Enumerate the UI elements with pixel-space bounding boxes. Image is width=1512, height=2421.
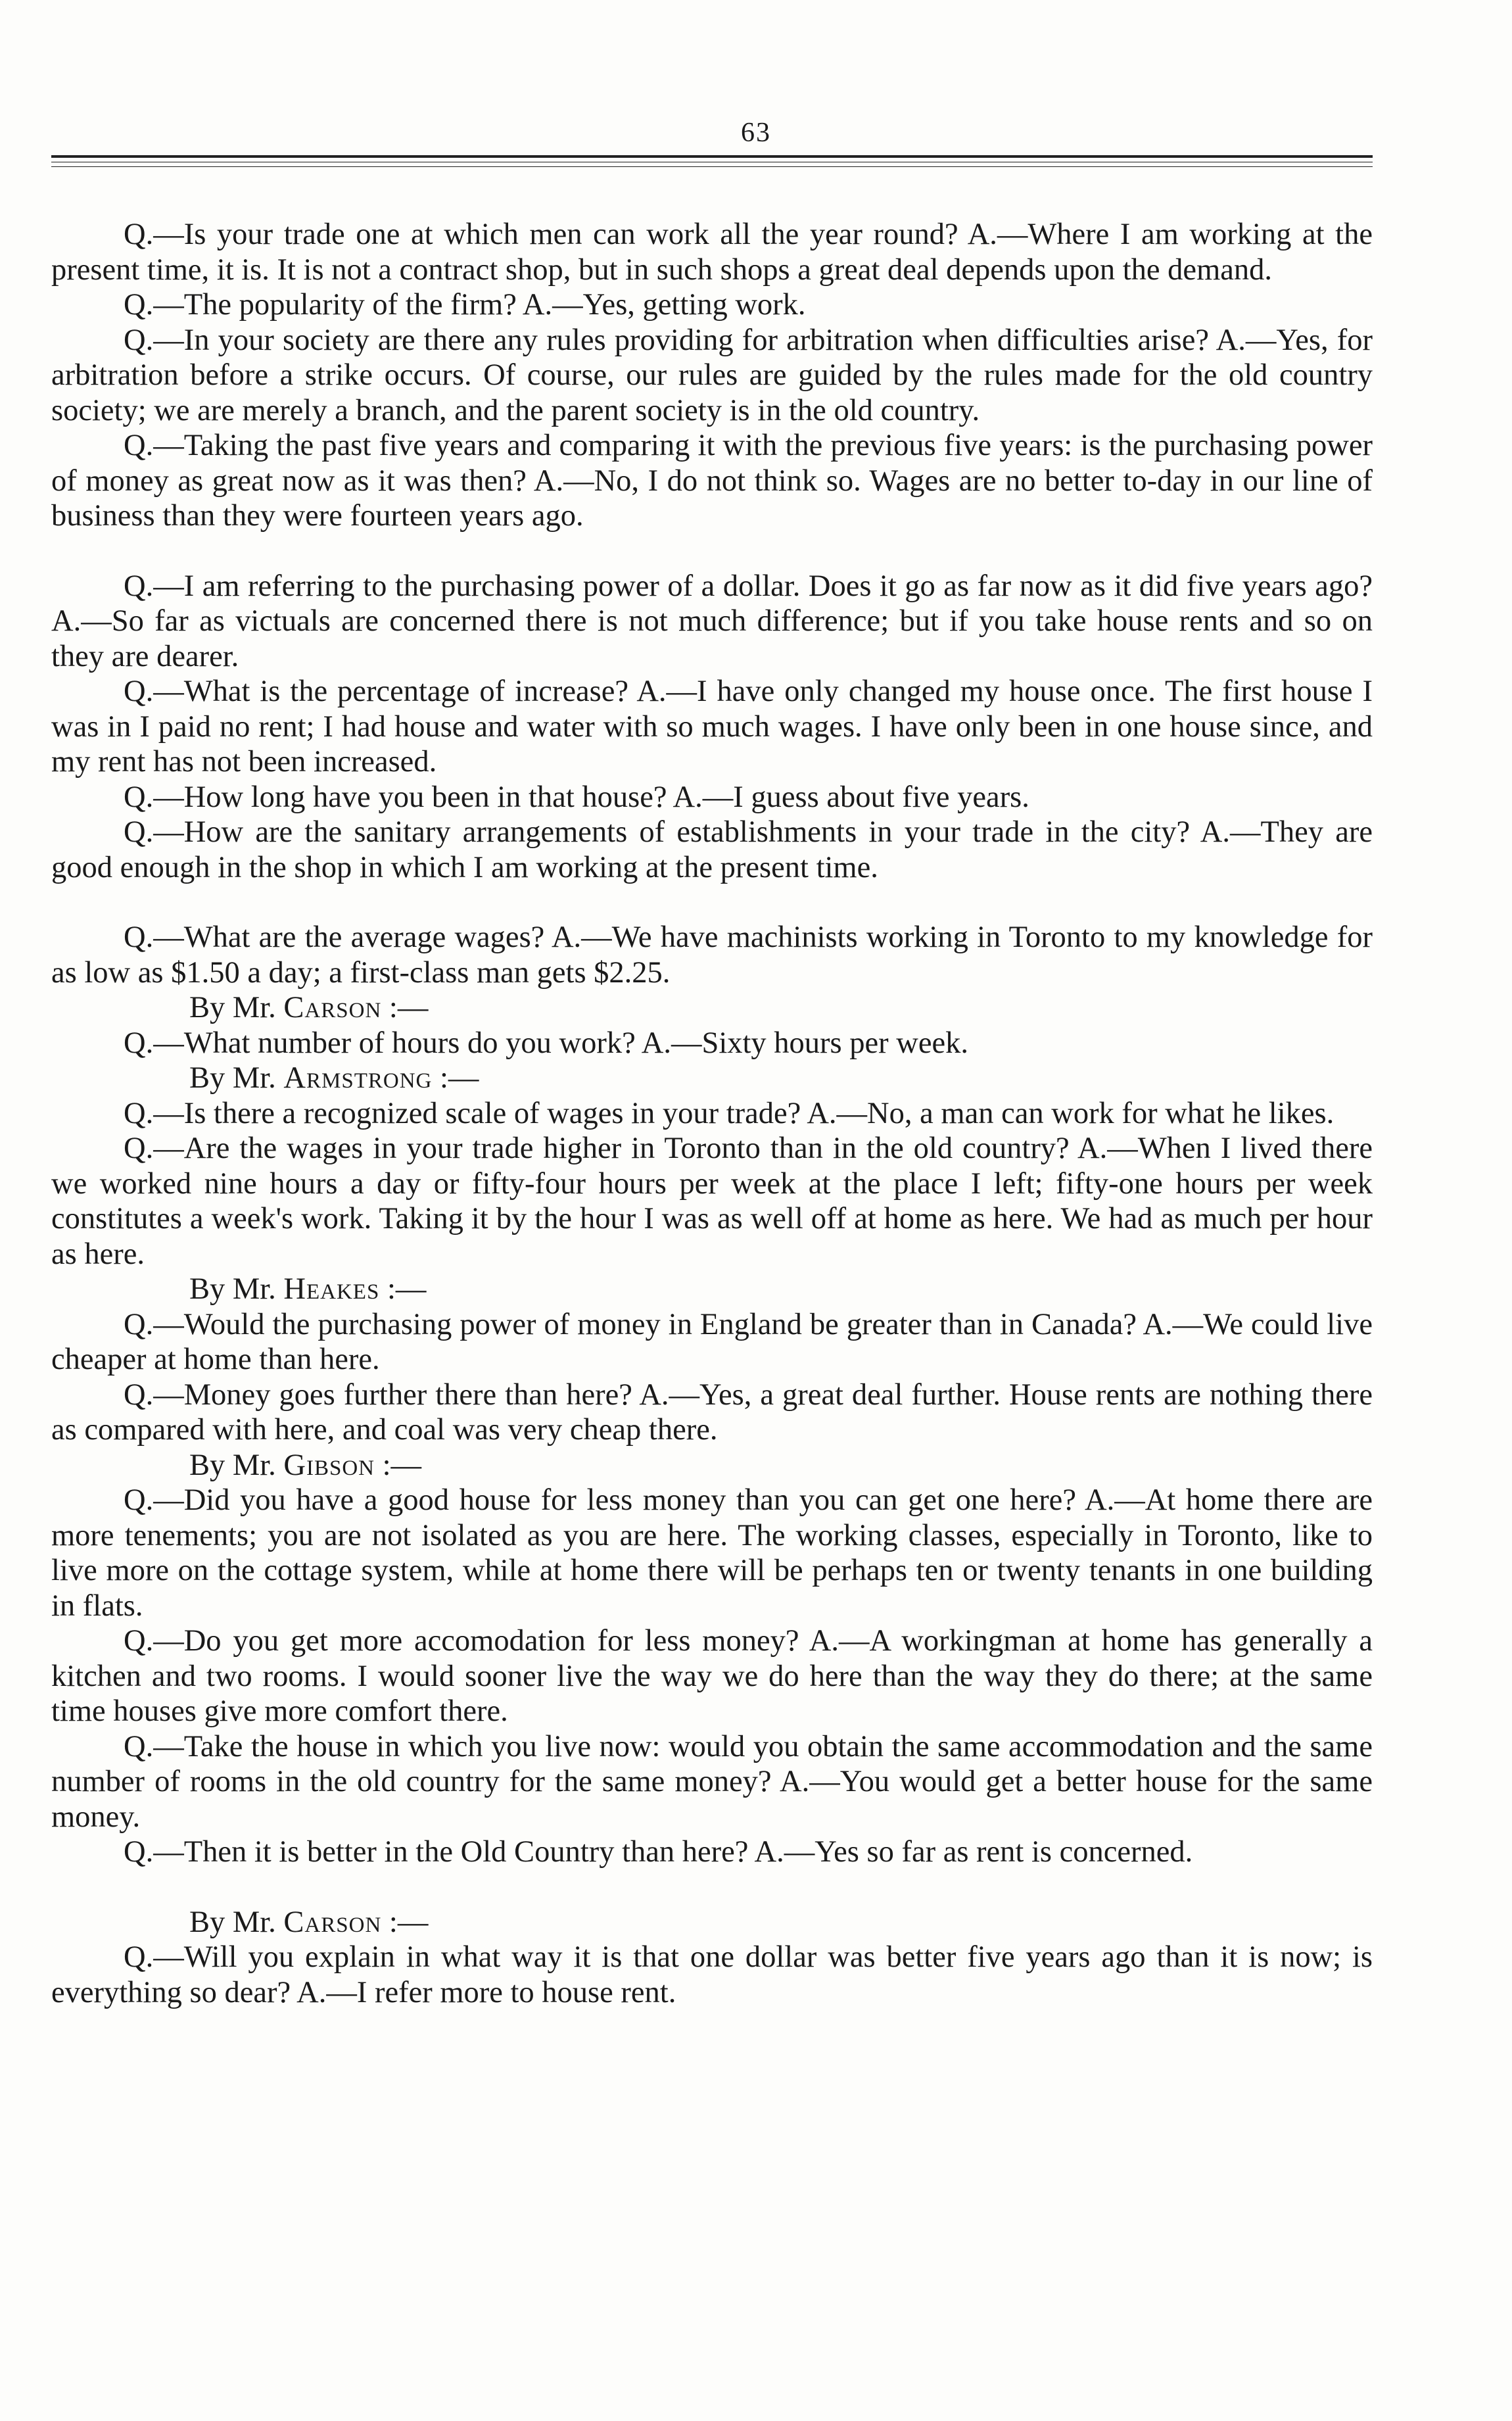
speaker-heading	[51, 990, 1373, 1026]
speaker-heading	[51, 1448, 1373, 1483]
qa-paragraph: Q.—Are the wages in your trade higher in Toronto than in the old country? A.—When I lived there we worked nine hours a day or fifty-four hours per week at the place I left; fifty-one hours per week constitutes a week's work. Taking it by the hour I was as well off at home as here. We had as much per hour as here.	[51, 1132, 1373, 1271]
qa-paragraph: Q.—I am referring to the purchasing power of a dollar. Does it go as far now as it did five years ago? A.—So far as victuals are concerned there is not much difference; but if you take house rents and so on they are dearer.	[51, 569, 1373, 673]
paragraph-gap	[51, 885, 1373, 920]
qa-paragraph: Q.—What is the percentage of increase? A.—I have only changed my house once. The first house I was in I paid no rent; I had house and water with so much wages. I have only been in one house since, and my rent has not been increased.	[51, 675, 1373, 779]
qa-paragraph: Q.—Would the purchasing power of money in England be greater than in Canada? A.—We could live cheaper at home than here.	[51, 1307, 1373, 1376]
speaker-heading	[51, 1061, 1373, 1096]
speaker-prefix: By Mr.	[189, 991, 284, 1024]
qa-paragraph: Q.—How long have you been in that house? A.—I guess about five years.	[124, 780, 1029, 814]
qa-paragraph: Q.—Then it is better in the Old Country than here? A.—Yes so far as rent is concerned.	[124, 1835, 1193, 1869]
qa-paragraph: Q.—Taking the past five years and comparing it with the previous five years: is the purchasing power of money as great now as it was then? A.—No, I do not think so. Wages are no better to-day in our line of business than they were fourteen years ago.	[51, 429, 1373, 533]
qa-paragraph: Q.—Take the house in which you live now: would you obtain the same accommodation and the same number of rooms in the old country for the same money? A.—You would get a better house for the same money.	[51, 1729, 1373, 1834]
qa-paragraph: Q.—Money goes further there than here? A.—Yes, a great deal further. House rents are nothing there as compared with here, and coal was very cheap there.	[51, 1378, 1373, 1447]
speaker-suffix: :—	[381, 1905, 429, 1939]
speaker-prefix: By Mr.	[189, 1061, 284, 1095]
speaker-heading	[51, 1272, 1373, 1307]
speaker-suffix: :—	[381, 991, 429, 1024]
header-rule	[51, 155, 1373, 158]
qa-paragraph: Q.—Is your trade one at which men can work all the year round? A.—Where I am working at the present time, it is. It is not a contract shop, but in such shops a great deal depends upon the demand.	[51, 218, 1373, 287]
speaker-prefix: By Mr.	[189, 1272, 284, 1306]
header-rule-thin	[51, 166, 1373, 167]
qa-paragraph: Q.—Is there a recognized scale of wages in your trade? A.—No, a man can work for what he likes.	[124, 1096, 1335, 1130]
speaker-name: Carson	[283, 1905, 382, 1939]
paragraph-gap	[51, 534, 1373, 569]
paragraph-gap	[51, 1870, 1373, 1905]
speaker-heading	[51, 1905, 1373, 1940]
speaker-prefix: By Mr.	[189, 1905, 284, 1939]
qa-paragraph: Q.—What number of hours do you work? A.—Sixty hours per week.	[124, 1026, 968, 1060]
qa-paragraph: Q.—In your society are there any rules providing for arbitration when difficulties arise? A.—Yes, for arbitration before a strike occurs. Of course, our rules are guided by the rules made for the old country society; we are merely a branch, and the parent society is in the old country.	[51, 323, 1373, 427]
speaker-suffix: :—	[432, 1061, 479, 1095]
qa-paragraph: Q.—What are the average wages? A.—We have machinists working in Toronto to my knowledge for as low as $1.50 a day; a first-class man gets $2.25.	[51, 921, 1373, 990]
qa-paragraph: Q.—The popularity of the firm? A.—Yes, getting work.	[124, 288, 806, 322]
speaker-suffix: :—	[379, 1272, 427, 1306]
speaker-prefix: By Mr.	[189, 1448, 284, 1482]
speaker-suffix: :—	[375, 1448, 422, 1482]
speaker-name: Armstrong	[283, 1061, 433, 1095]
speaker-name: Carson	[283, 991, 382, 1024]
qa-paragraph: Q.—Will you explain in what way it is that one dollar was better five years ago than it is now; is everything so dear? A.—I refer more to house rent.	[51, 1940, 1373, 2009]
qa-paragraph: Q.—Did you have a good house for less money than you can get one here? A.—At home there are more tenements; you are not isolated as you are here. The working classes, especially in Toronto, like to live more on the cottage system, while at home there will be perhaps ten or twenty tenants in one building in flats.	[51, 1483, 1373, 1623]
qa-paragraph: Q.—How are the sanitary arrangements of establishments in your trade in the city? A.—They are good enough in the shop in which I am working at the present time.	[51, 815, 1373, 884]
speaker-name: Gibson	[283, 1448, 375, 1482]
page-number: 63	[741, 118, 771, 148]
testimony-body	[51, 217, 1373, 2010]
speaker-name: Heakes	[283, 1272, 380, 1306]
qa-paragraph: Q.—Do you get more accomodation for less money? A.—A workingman at home has generally a kitchen and two rooms. I would sooner live the way we do here than the way they do there; at the same time houses give more comfort there.	[51, 1624, 1373, 1728]
